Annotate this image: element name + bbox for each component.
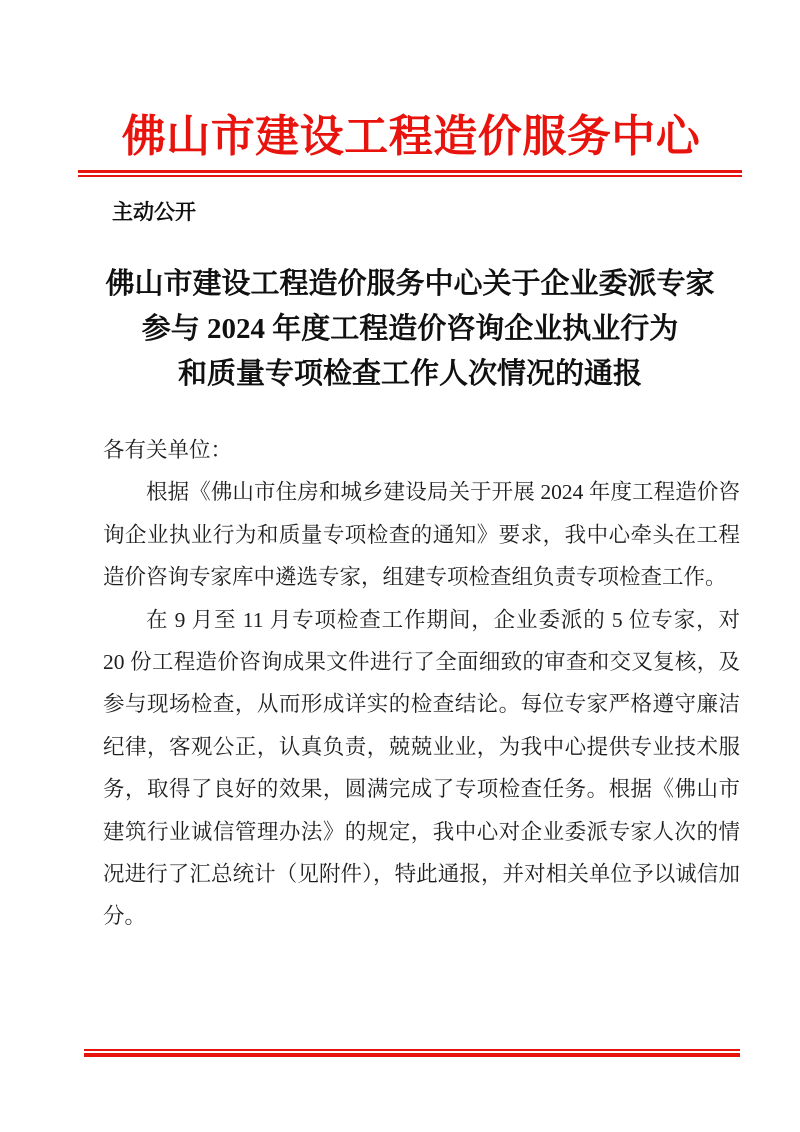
document-title-line-1: 佛山市建设工程造价服务中心关于企业委派专家 [105, 268, 715, 300]
body-paragraph-2: 在 9 月至 11 月专项检查工作期间，企业委派的 5 位专家，对 20 份工程造价咨询成果文件进行了全面细致的审查和交叉复核，及参与现场检查，从而形成详实的检查结论。每位专家严格遵守廉洁纪律，客观公正，认真负责，兢兢业业，为我中心提供专业技术服务，取得了良好的效果，圆满完成了专项检查任务。根据《佛山市建筑行业诚信管理办法》的规定，我中心对企业委派专家人次的情况进行了汇总统计（见附件），特此通报，并对相关单位予以诚信加分。 [103, 607, 740, 929]
document-title-line-3: 和质量专项检查工作人次情况的通报 [177, 358, 642, 390]
document-body [103, 429, 740, 938]
disclosure-label: 主动公开 [112, 201, 196, 224]
letterhead-double-rule [78, 170, 742, 177]
document-title-line-2: 参与 2024 年度工程造价咨询企业执业行为 [141, 313, 679, 345]
footer-double-rule [84, 1049, 740, 1057]
salutation: 各有关单位： [103, 438, 233, 462]
body-paragraph-1: 根据《佛山市住房和城乡建设局关于开展 2024 年度工程造价咨询企业执业行为和质量专项检查的通知》要求，我中心牵头在工程造价咨询专家库中遴选专家，组建专项检查组负责专项检查工作。 [103, 480, 740, 590]
document-title [60, 262, 760, 397]
letterhead-org-name: 佛山市建设工程造价服务中心 [121, 112, 701, 161]
